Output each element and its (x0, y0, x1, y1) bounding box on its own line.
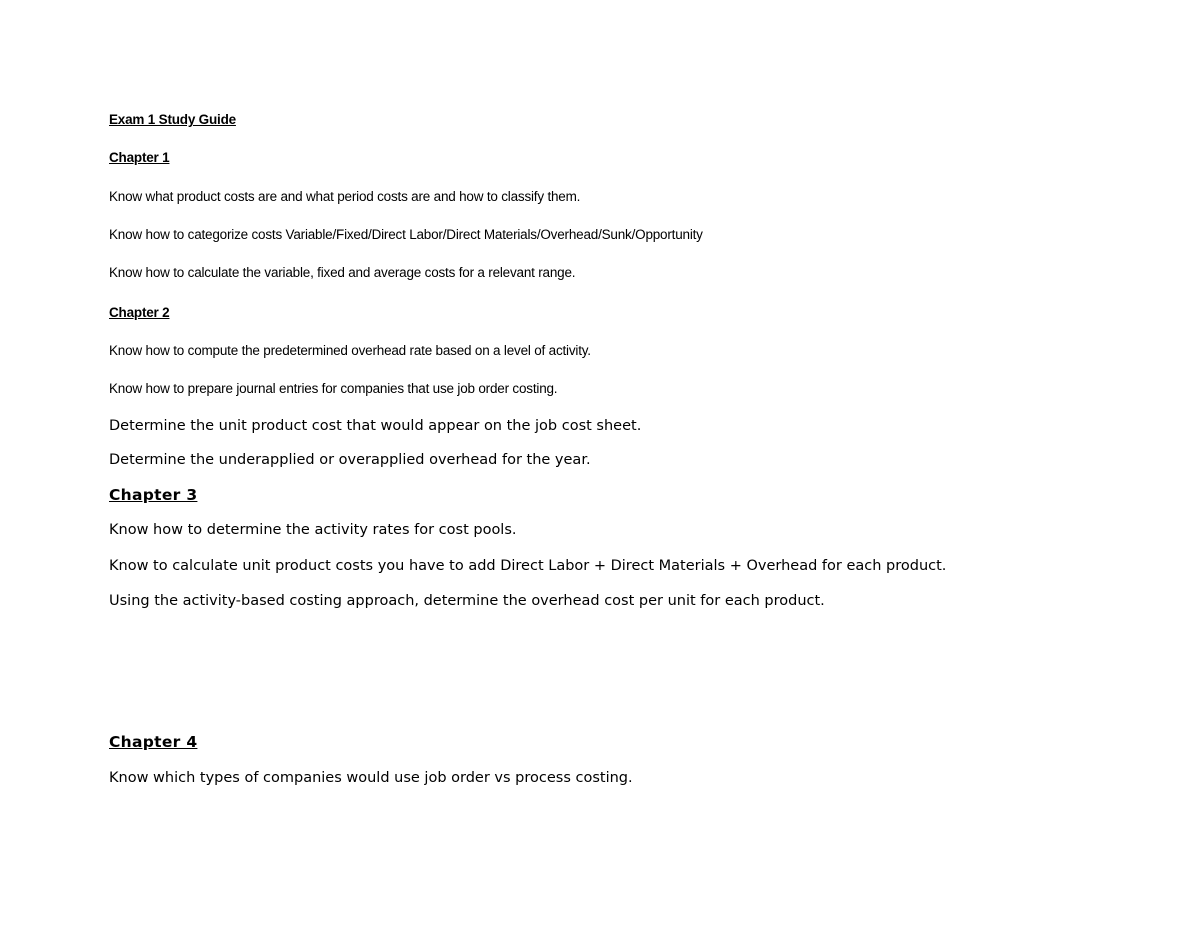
chapter-1-item: Know how to categorize costs Variable/Fixed/Direct Labor/Direct Materials/Overhead/Sunk/Opportunity (109, 227, 703, 242)
chapter-3-item: Know how to determine the activity rates for cost pools. (109, 522, 517, 538)
chapter-2-item: Know how to prepare journal entries for companies that use job order costing. (109, 381, 558, 396)
chapter-3-item: Know to calculate unit product costs you have to add Direct Labor + Direct Materials + Overhead for each product. (109, 558, 947, 574)
chapter-4-heading: Chapter 4 (109, 733, 198, 751)
chapter-4-item: Know which types of companies would use job order vs process costing. (109, 770, 633, 786)
chapter-2-item: Know how to compute the predetermined overhead rate based on a level of activity. (109, 343, 591, 358)
chapter-1-heading: Chapter 1 (109, 150, 170, 165)
chapter-2-heading: Chapter 2 (109, 305, 170, 320)
chapter-1-item: Know how to calculate the variable, fixed and average costs for a relevant range. (109, 265, 576, 280)
chapter-2-item: Determine the unit product cost that would appear on the job cost sheet. (109, 418, 642, 434)
chapter-1-item: Know what product costs are and what period costs are and how to classify them. (109, 189, 581, 204)
document-title: Exam 1 Study Guide (109, 112, 236, 127)
chapter-3-item: Using the activity-based costing approach, determine the overhead cost per unit for each product. (109, 593, 825, 609)
chapter-2-item: Determine the underapplied or overapplied overhead for the year. (109, 452, 591, 468)
chapter-3-heading: Chapter 3 (109, 486, 198, 504)
